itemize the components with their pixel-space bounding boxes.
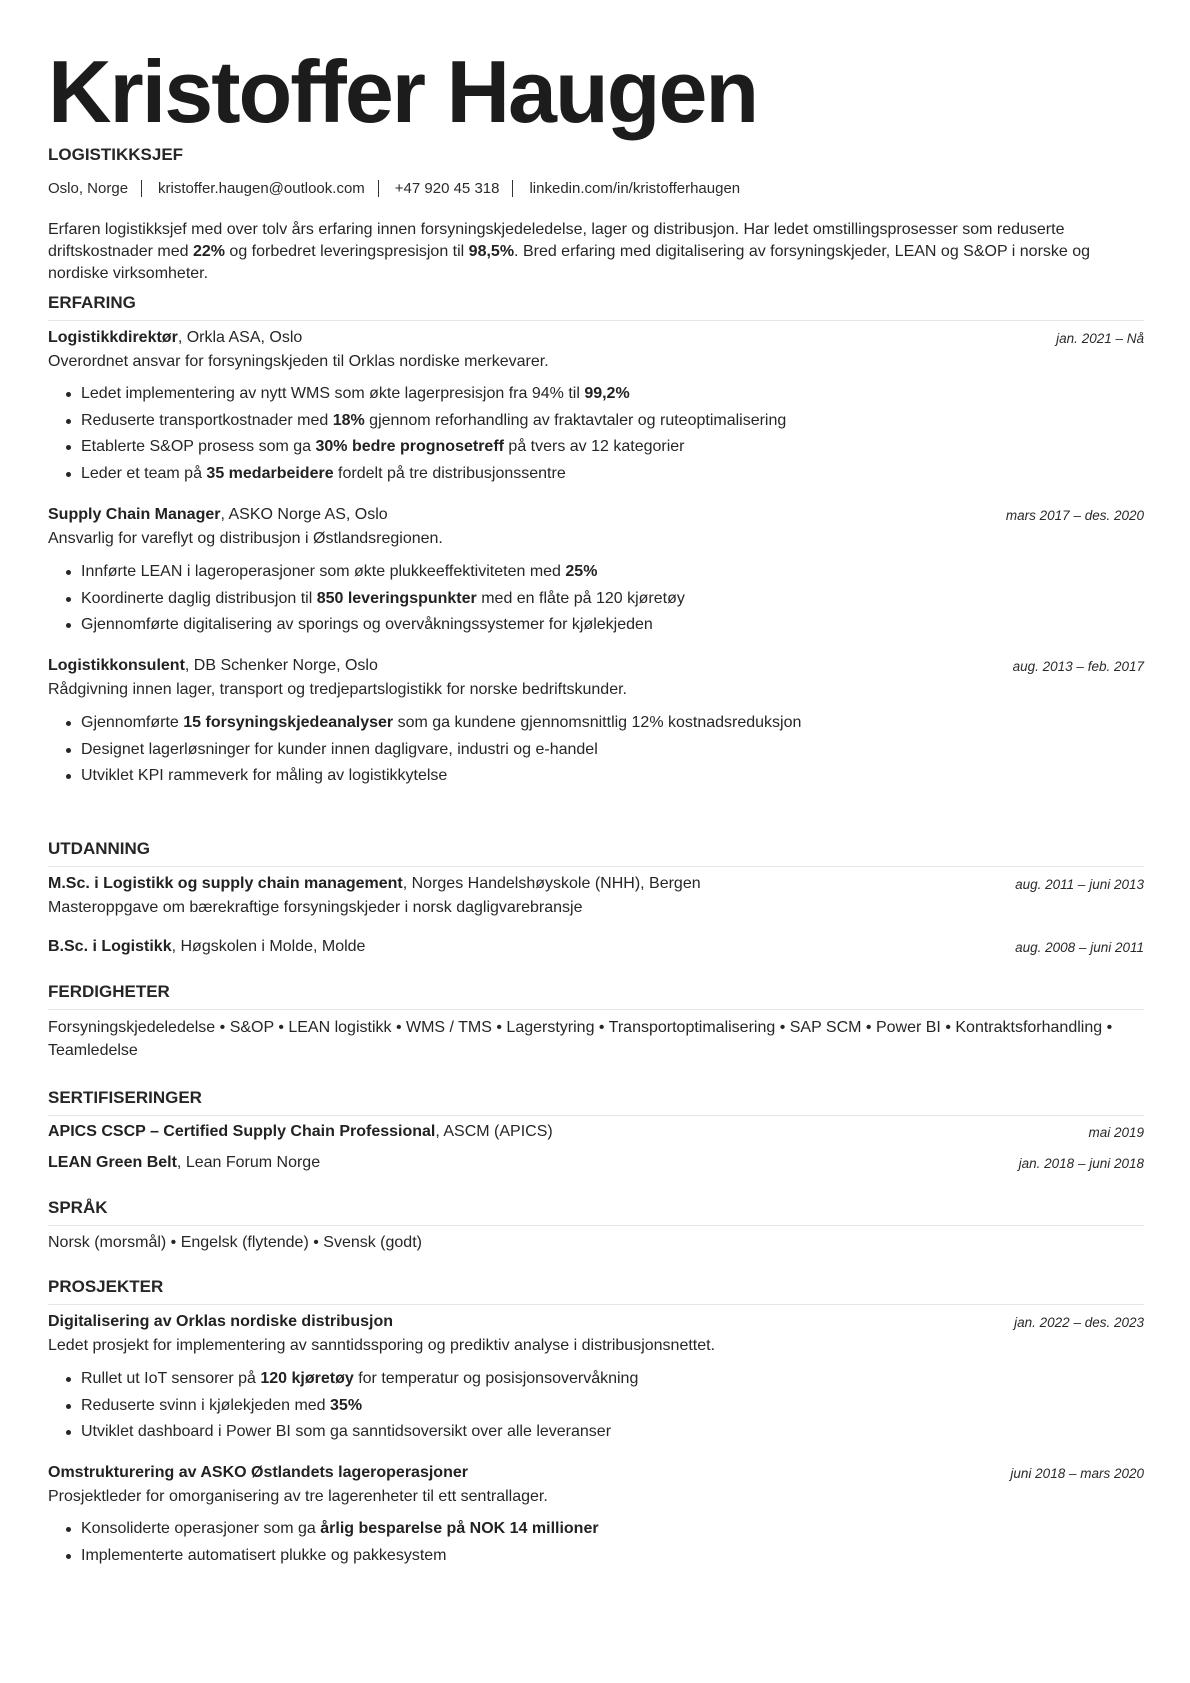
job-bullets — [48, 562, 685, 642]
job-bullets — [48, 713, 801, 793]
contact-divider — [378, 180, 379, 197]
bullet-item: Rullet ut IoT sensorer på 120 kjøretøy for temperatur og posisjonsovervåkning — [48, 1369, 638, 1396]
project-bullets — [48, 1519, 599, 1572]
certification-issuer: , Lean Forum Norge — [176, 1154, 321, 1171]
summary-text: . Bred erfaring med digitalisering av forsyningskjeder, LEAN og S&OP i norske og nordiske virksomheter. — [48, 243, 1091, 282]
job-date: aug. 2013 – feb. 2017 — [1012, 659, 1144, 674]
job-header — [48, 505, 1144, 525]
certification-issuer: , ASCM (APICS) — [435, 1123, 553, 1140]
summary-text: og forbedret leveringspresisjon til — [224, 243, 469, 260]
project-header — [48, 1463, 1144, 1483]
certification-name: LEAN Green Belt — [48, 1154, 177, 1171]
bullet-item: Gjennomførte 15 forsyningskjedeanalyser som ga kundene gjennomsnittlig 12% kostnadsreduksjon — [48, 713, 801, 740]
section-heading-education: UTDANNING — [48, 839, 1144, 867]
job-date: mars 2017 – des. 2020 — [1005, 508, 1144, 523]
education-item — [48, 937, 1144, 957]
job-org: , ASKO Norge AS, Oslo — [220, 506, 388, 523]
job-org: , DB Schenker Norge, Oslo — [184, 657, 378, 674]
skills-list: Forsyningskjedeledelse • S&OP • LEAN logistikk • WMS / TMS • Lagerstyring • Transportoptimalisering • SAP SCM • Power BI • Kontraktsforhandling • Teamledelse — [48, 1019, 1113, 1059]
languages-list: Norsk (morsmål) • Engelsk (flytende) • Svensk (godt) — [48, 1234, 422, 1251]
summary-highlight: 98,5% — [468, 243, 515, 260]
contact-linkedin[interactable]: linkedin.com/in/kristofferhaugen — [529, 180, 741, 197]
education-degree: M.Sc. i Logistikk og supply chain management — [48, 875, 403, 892]
contact-divider — [512, 180, 513, 197]
job-header — [48, 656, 1144, 676]
certification-item — [48, 1122, 1144, 1142]
job-role: Logistikkonsulent — [48, 657, 185, 674]
job-date: jan. 2021 – Nå — [1056, 331, 1144, 346]
contact-line — [48, 180, 740, 197]
bullet-item: Utviklet dashboard i Power BI som ga sanntidsoversikt over alle leveranser — [48, 1422, 638, 1449]
section-heading-certifications: SERTIFISERINGER — [48, 1088, 1144, 1116]
bullet-item: Reduserte svinn i kjølekjeden med 35% — [48, 1396, 638, 1423]
bullet-item: Etablerte S&OP prosess som ga 30% bedre prognosetreff på tvers av 12 kategorier — [48, 437, 786, 464]
bullet-item: Implementerte automatisert plukke og pakkesystem — [48, 1546, 599, 1573]
education-degree: B.Sc. i Logistikk — [48, 938, 172, 955]
job-role: Supply Chain Manager — [48, 506, 221, 523]
job-description: Rådgivning innen lager, transport og tredjepartslogistikk for norske bedriftskunder. — [48, 681, 627, 698]
education-item — [48, 874, 1144, 894]
bullet-item: Gjennomførte digitalisering av sporings og overvåkningssystemer for kjølekjeden — [48, 615, 685, 642]
bullet-item: Leder et team på 35 medarbeidere fordelt på tre distribusjonssentre — [48, 464, 786, 491]
certification-date: mai 2019 — [1088, 1125, 1144, 1140]
section-heading-projects: PROSJEKTER — [48, 1277, 1144, 1305]
education-date: aug. 2008 – juni 2011 — [1015, 940, 1144, 955]
bullet-item: Designet lagerløsninger for kunder innen dagligvare, industri og e-handel — [48, 740, 801, 767]
summary-text: Erfaren logistikksjef med over tolv års erfaring innen forsyningskjedeledelse, lager og distribusjon. Har ledet omstillingsprosesser som reduserte driftskostnader med — [48, 221, 1065, 260]
project-description: Ledet prosjekt for implementering av sanntidssporing og prediktiv analyse i distribusjonsnettet. — [48, 1337, 716, 1354]
job-description: Overordnet ansvar for forsyningskjeden til Orklas nordiske merkevarer. — [48, 353, 549, 370]
bullet-item: Innførte LEAN i lageroperasjoner som økte plukkeeffektiviteten med 25% — [48, 562, 685, 589]
job-bullets — [48, 384, 786, 490]
contact-phone[interactable]: +47 920 45 318 — [394, 180, 500, 197]
contact-email[interactable]: kristoffer.haugen@outlook.com — [158, 180, 365, 197]
summary — [48, 219, 1144, 285]
section-heading-languages: SPRÅK — [48, 1198, 1144, 1226]
section-heading-skills: FERDIGHETER — [48, 982, 1144, 1010]
project-title: Omstrukturering av ASKO Østlandets lageroperasjoner — [48, 1464, 468, 1481]
bullet-item: Reduserte transportkostnader med 18% gjennom reforhandling av fraktavtaler og ruteoptimalisering — [48, 411, 786, 438]
contact-location: Oslo, Norge — [48, 180, 129, 197]
summary-highlight: 22% — [192, 243, 225, 260]
project-date: jan. 2022 – des. 2023 — [1014, 1315, 1144, 1330]
project-date: juni 2018 – mars 2020 — [1010, 1466, 1144, 1481]
job-role: Logistikkdirektør — [48, 329, 178, 346]
project-title: Digitalisering av Orklas nordiske distribusjon — [48, 1313, 393, 1330]
education-school: , Høgskolen i Molde, Molde — [171, 938, 366, 955]
job-org: , Orkla ASA, Oslo — [177, 329, 303, 346]
education-date: aug. 2011 – juni 2013 — [1015, 877, 1144, 892]
project-bullets — [48, 1369, 638, 1449]
candidate-name: Kristoffer Haugen — [48, 42, 758, 141]
bullet-item: Utviklet KPI rammeverk for måling av logistikkytelse — [48, 766, 801, 793]
certification-item — [48, 1153, 1144, 1173]
bullet-item: Ledet implementering av nytt WMS som økte lagerpresisjon fra 94% til 99,2% — [48, 384, 786, 411]
job-header — [48, 328, 1144, 348]
candidate-title: LOGISTIKKSJEF — [48, 145, 184, 164]
bullet-item: Konsoliderte operasjoner som ga årlig besparelse på NOK 14 millioner — [48, 1519, 599, 1546]
project-description: Prosjektleder for omorganisering av tre lagerenheter til ett sentrallager. — [48, 1488, 548, 1505]
education-school: , Norges Handelshøyskole (NHH), Bergen — [402, 875, 701, 892]
certification-date: jan. 2018 – juni 2018 — [1018, 1156, 1144, 1171]
education-note: Masteroppgave om bærekraftige forsyningskjeder i norsk dagligvarebransje — [48, 899, 583, 916]
certification-name: APICS CSCP – Certified Supply Chain Professional — [48, 1123, 436, 1140]
bullet-item: Koordinerte daglig distribusjon til 850 leveringspunkter med en flåte på 120 kjøretøy — [48, 589, 685, 616]
contact-divider — [141, 180, 142, 197]
job-description: Ansvarlig for vareflyt og distribusjon i Østlandsregionen. — [48, 530, 443, 547]
project-header — [48, 1312, 1144, 1332]
section-heading-experience: ERFARING — [48, 293, 1144, 321]
